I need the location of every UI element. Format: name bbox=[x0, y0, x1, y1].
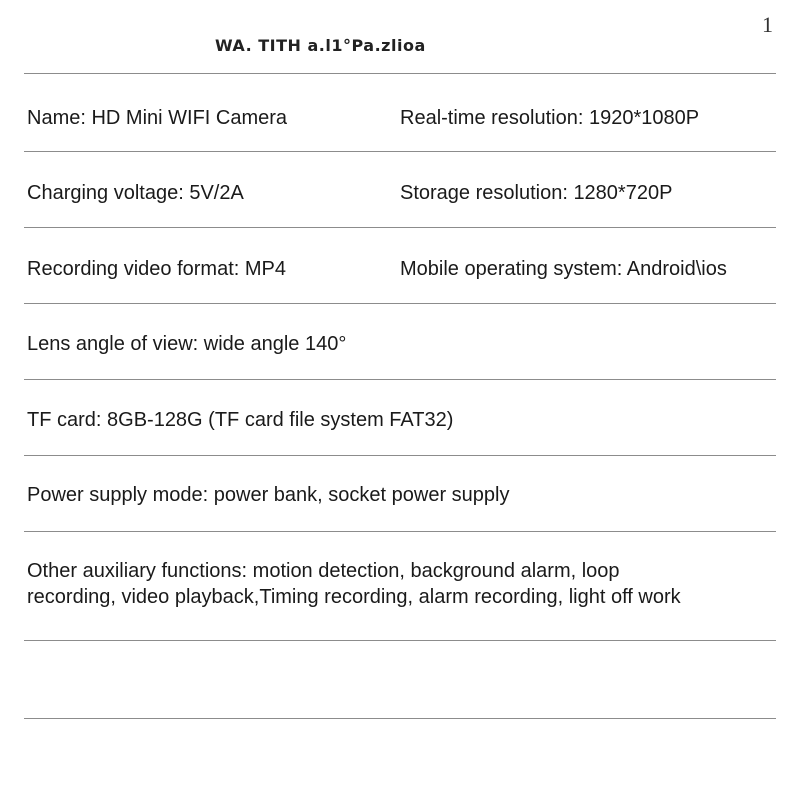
spec-row-lens bbox=[27, 331, 787, 357]
spec-lens-angle: Lens angle of view: wide angle 140° bbox=[27, 333, 347, 355]
divider bbox=[24, 151, 776, 152]
spec-other-functions-line1: Other auxiliary functions: motion detection, background alarm, loop bbox=[27, 560, 620, 582]
page-title: WA. TITH a.l1°Pa.zlioa bbox=[215, 36, 426, 55]
spec-storage-resolution: Storage resolution: 1280*720P bbox=[400, 182, 673, 204]
divider bbox=[24, 718, 776, 719]
spec-name: Name: HD Mini WIFI Camera bbox=[27, 107, 288, 129]
spec-row-tf-card bbox=[27, 407, 787, 433]
spec-mobile-os: Mobile operating system: Android\ios bbox=[400, 258, 727, 280]
spec-row-name-resolution bbox=[27, 105, 787, 131]
divider bbox=[24, 303, 776, 304]
spec-power-supply: Power supply mode: power bank, socket power supply bbox=[27, 484, 510, 506]
spec-tf-card: TF card: 8GB-128G (TF card file system FAT32) bbox=[27, 409, 454, 431]
divider bbox=[24, 379, 776, 380]
spec-realtime-resolution: Real-time resolution: 1920*1080P bbox=[400, 107, 700, 129]
spec-recording-format: Recording video format: MP4 bbox=[27, 258, 287, 280]
divider bbox=[24, 640, 776, 641]
divider bbox=[24, 73, 776, 74]
spec-other-functions-line2: recording, video playback,Timing recording, alarm recording, light off work bbox=[27, 586, 681, 608]
divider bbox=[24, 227, 776, 228]
spec-charging-voltage: Charging voltage: 5V/2A bbox=[27, 182, 244, 204]
divider bbox=[24, 455, 776, 456]
spec-row-format-os bbox=[27, 256, 787, 282]
page-number: 1 bbox=[762, 12, 773, 37]
spec-row-power bbox=[27, 482, 787, 508]
divider bbox=[24, 531, 776, 532]
spec-row-other-functions bbox=[27, 558, 787, 610]
spec-row-voltage-storage bbox=[27, 180, 787, 206]
